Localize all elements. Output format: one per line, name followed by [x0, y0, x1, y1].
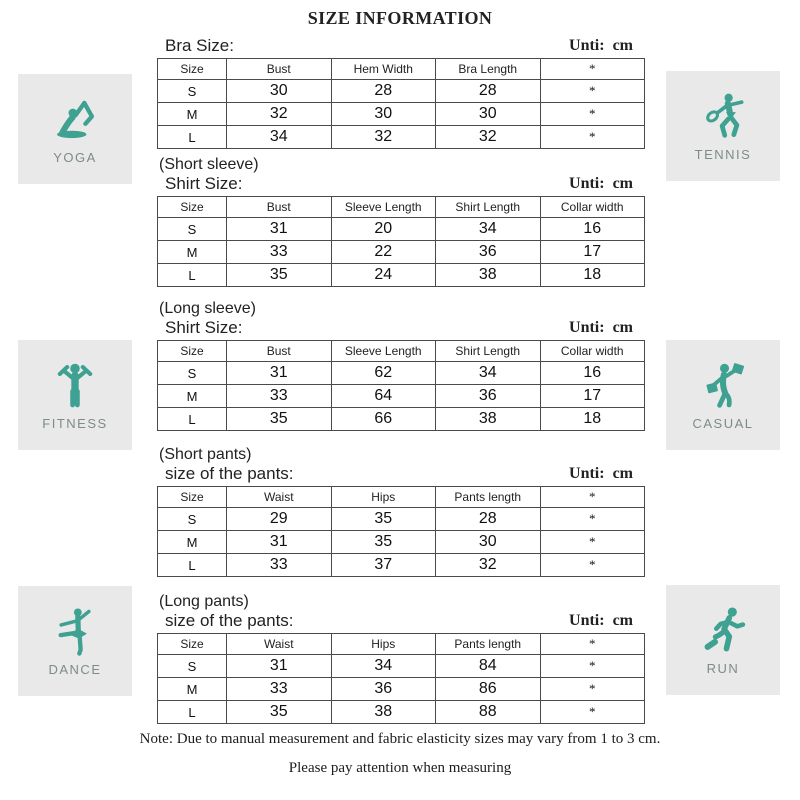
column-header: Pants length — [436, 634, 541, 655]
size-cell: L — [158, 701, 227, 724]
column-header: Hips — [331, 634, 436, 655]
column-header: Bust — [227, 197, 332, 218]
value-cell: 62 — [331, 362, 436, 385]
value-cell: 20 — [331, 218, 436, 241]
unit-label: Unti: cm — [569, 175, 633, 192]
value-cell: 31 — [227, 531, 332, 554]
size-cell: M — [158, 678, 227, 701]
tile-label: CASUAL — [692, 416, 754, 431]
column-header: Waist — [227, 487, 332, 508]
value-cell: 32 — [436, 554, 541, 577]
value-cell: 29 — [227, 508, 332, 531]
value-cell: 33 — [227, 241, 332, 264]
category-tile-fitness — [18, 340, 132, 450]
value-cell: 66 — [331, 408, 436, 431]
section-short-sleeve-shirt — [157, 155, 645, 287]
column-header: * — [540, 59, 645, 80]
column-header: Collar width — [540, 341, 645, 362]
casual-icon — [695, 359, 751, 411]
column-header: Collar width — [540, 197, 645, 218]
value-cell: 33 — [227, 385, 332, 408]
value-cell: 32 — [436, 126, 541, 149]
unit-label: Unti: cm — [569, 319, 633, 336]
value-cell: 86 — [436, 678, 541, 701]
value-cell: 30 — [436, 103, 541, 126]
category-tile-dance — [18, 586, 132, 696]
column-header: Size — [158, 197, 227, 218]
value-cell: 38 — [331, 701, 436, 724]
size-cell: S — [158, 218, 227, 241]
value-cell: * — [540, 126, 645, 149]
section-short-pants — [157, 445, 645, 577]
note-line-2: Please pay attention when measuring — [288, 760, 512, 776]
section-header — [157, 445, 645, 484]
value-cell: 35 — [227, 264, 332, 287]
value-cell: * — [540, 508, 645, 531]
size-cell: L — [158, 408, 227, 431]
size-cell: M — [158, 385, 227, 408]
column-header: Bust — [227, 341, 332, 362]
size-cell: S — [158, 362, 227, 385]
size-cell: M — [158, 531, 227, 554]
size-cell: L — [158, 554, 227, 577]
page-title: SIZE INFORMATION — [307, 8, 493, 28]
column-header: Size — [158, 634, 227, 655]
value-cell: 33 — [227, 678, 332, 701]
value-cell: 33 — [227, 554, 332, 577]
value-cell: * — [540, 655, 645, 678]
value-cell: 32 — [331, 126, 436, 149]
category-tile-tennis — [666, 71, 780, 181]
size-cell: L — [158, 264, 227, 287]
header-row — [158, 487, 645, 508]
unit-label: Unti: cm — [569, 37, 633, 54]
tennis-icon — [695, 90, 751, 142]
size-cell: M — [158, 103, 227, 126]
category-tile-casual — [666, 340, 780, 450]
unit-label: Unti: cm — [569, 612, 633, 629]
value-cell: 30 — [436, 531, 541, 554]
column-header: Pants length — [436, 487, 541, 508]
value-cell: 28 — [436, 80, 541, 103]
short-sleeve-shirt-table — [157, 196, 645, 287]
value-cell: 34 — [436, 362, 541, 385]
value-cell: 34 — [331, 655, 436, 678]
value-cell: 16 — [540, 362, 645, 385]
table-row — [158, 362, 645, 385]
value-cell: 36 — [331, 678, 436, 701]
table-row — [158, 385, 645, 408]
value-cell: 34 — [436, 218, 541, 241]
section-subtitle: (Short pants) — [159, 446, 252, 463]
section-subtitle: (Long pants) — [159, 593, 249, 610]
table-row — [158, 103, 645, 126]
value-cell: 36 — [436, 385, 541, 408]
value-cell: * — [540, 531, 645, 554]
size-cell: S — [158, 655, 227, 678]
tile-label: YOGA — [53, 150, 97, 165]
value-cell: 35 — [331, 508, 436, 531]
category-tile-run — [666, 585, 780, 695]
header-row — [158, 634, 645, 655]
table-row — [158, 80, 645, 103]
column-header: Size — [158, 341, 227, 362]
column-header: Shirt Length — [436, 197, 541, 218]
table-row — [158, 701, 645, 724]
table-row — [158, 655, 645, 678]
value-cell: 30 — [227, 80, 332, 103]
value-cell: 18 — [540, 408, 645, 431]
column-header: Sleeve Length — [331, 197, 436, 218]
section-header — [157, 299, 645, 338]
value-cell: 16 — [540, 218, 645, 241]
value-cell: 37 — [331, 554, 436, 577]
column-header: Waist — [227, 634, 332, 655]
value-cell: * — [540, 554, 645, 577]
section-title: size of the pants: — [165, 611, 294, 630]
section-title: size of the pants: — [165, 464, 294, 483]
value-cell: 84 — [436, 655, 541, 678]
value-cell: * — [540, 80, 645, 103]
value-cell: 88 — [436, 701, 541, 724]
column-header: Hips — [331, 487, 436, 508]
column-header: Bra Length — [436, 59, 541, 80]
value-cell: 38 — [436, 408, 541, 431]
section-header — [157, 36, 645, 56]
column-header: Sleeve Length — [331, 341, 436, 362]
category-tile-yoga — [18, 74, 132, 184]
column-header: Shirt Length — [436, 341, 541, 362]
fitness-icon — [47, 359, 103, 411]
section-header — [157, 155, 645, 194]
value-cell: 30 — [331, 103, 436, 126]
measurement-note — [0, 731, 800, 777]
section-subtitle: (Long sleeve) — [159, 300, 256, 317]
column-header: Size — [158, 59, 227, 80]
value-cell: 31 — [227, 362, 332, 385]
table-row — [158, 408, 645, 431]
tile-label: DANCE — [48, 662, 102, 677]
long-sleeve-shirt-table — [157, 340, 645, 431]
value-cell: 35 — [227, 408, 332, 431]
short-pants-table — [157, 486, 645, 577]
table-row — [158, 678, 645, 701]
header-row — [158, 197, 645, 218]
section-subtitle: (Short sleeve) — [159, 156, 259, 173]
note-line-1: Note: Due to manual measurement and fabric elasticity sizes may vary from 1 to 3 cm. — [139, 731, 661, 747]
bra-size-table — [157, 58, 645, 149]
value-cell: 17 — [540, 241, 645, 264]
section-bra-size — [157, 36, 645, 149]
size-cell: S — [158, 80, 227, 103]
value-cell: 64 — [331, 385, 436, 408]
section-title: Bra Size: — [165, 36, 234, 55]
size-cell: L — [158, 126, 227, 149]
yoga-icon — [47, 93, 103, 145]
column-header: Size — [158, 487, 227, 508]
header-row — [158, 59, 645, 80]
value-cell: 31 — [227, 218, 332, 241]
value-cell: 31 — [227, 655, 332, 678]
table-row — [158, 531, 645, 554]
table-row — [158, 126, 645, 149]
value-cell: 35 — [331, 531, 436, 554]
header-row — [158, 341, 645, 362]
table-row — [158, 264, 645, 287]
dance-icon — [47, 605, 103, 657]
value-cell: * — [540, 701, 645, 724]
tile-label: FITNESS — [42, 416, 108, 431]
table-row — [158, 508, 645, 531]
table-row — [158, 241, 645, 264]
size-cell: S — [158, 508, 227, 531]
table-row — [158, 554, 645, 577]
section-long-pants — [157, 592, 645, 724]
size-cell: M — [158, 241, 227, 264]
value-cell: 35 — [227, 701, 332, 724]
column-header: * — [540, 487, 645, 508]
value-cell: 22 — [331, 241, 436, 264]
value-cell: 32 — [227, 103, 332, 126]
value-cell: 18 — [540, 264, 645, 287]
value-cell: 28 — [436, 508, 541, 531]
value-cell: 38 — [436, 264, 541, 287]
section-title: Shirt Size: — [165, 318, 243, 337]
tile-label: TENNIS — [694, 147, 752, 162]
value-cell: 28 — [331, 80, 436, 103]
value-cell: 36 — [436, 241, 541, 264]
column-header: * — [540, 634, 645, 655]
value-cell: 34 — [227, 126, 332, 149]
value-cell: 24 — [331, 264, 436, 287]
long-pants-table — [157, 633, 645, 724]
section-header — [157, 592, 645, 631]
run-icon — [695, 604, 751, 656]
table-row — [158, 218, 645, 241]
section-long-sleeve-shirt — [157, 299, 645, 431]
tile-label: RUN — [706, 661, 740, 676]
column-header: Bust — [227, 59, 332, 80]
value-cell: 17 — [540, 385, 645, 408]
section-title: Shirt Size: — [165, 174, 243, 193]
column-header: Hem Width — [331, 59, 436, 80]
unit-label: Unti: cm — [569, 465, 633, 482]
value-cell: * — [540, 103, 645, 126]
value-cell: * — [540, 678, 645, 701]
